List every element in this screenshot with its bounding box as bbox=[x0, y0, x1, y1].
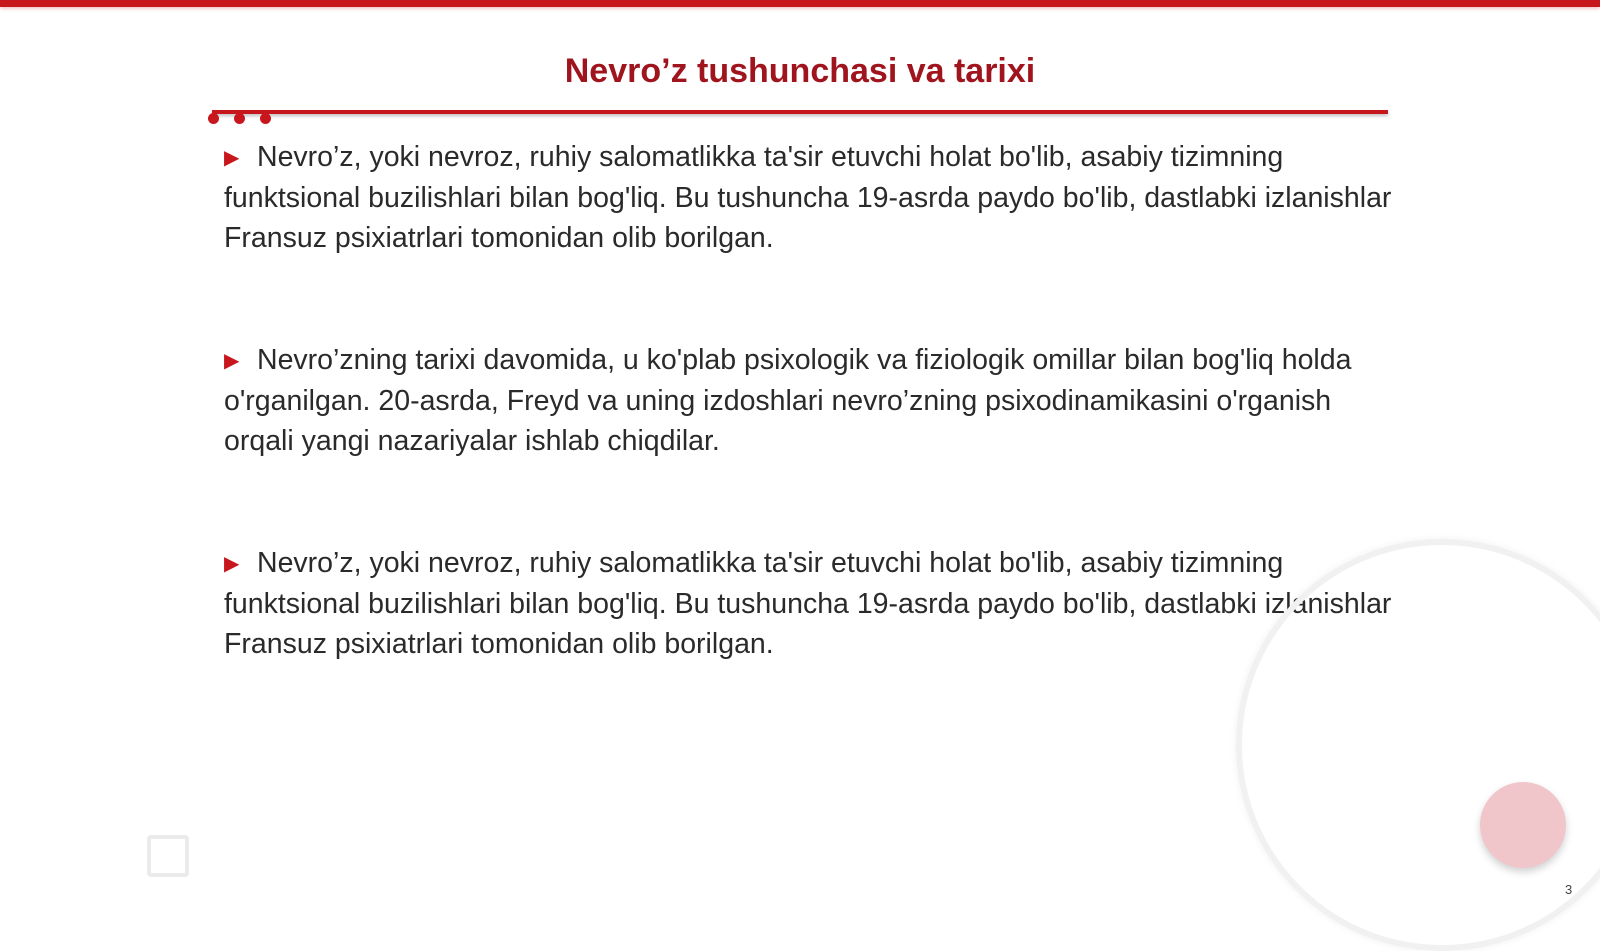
triangle-bullet-icon: ▶ bbox=[224, 147, 240, 169]
top-accent-bar bbox=[0, 0, 1600, 7]
bullet-item bbox=[224, 340, 1392, 461]
slide-title: Nevro’z tushunchasi va tarixi bbox=[564, 52, 1036, 90]
underline-dot bbox=[208, 113, 219, 124]
bullet-list bbox=[224, 137, 1392, 746]
underline-dot bbox=[260, 113, 271, 124]
page-number: 3 bbox=[1565, 882, 1573, 897]
bullet-item bbox=[224, 543, 1392, 664]
title-underline bbox=[212, 110, 1388, 114]
bullet-text: Nevro’zning tarixi davomida, u ko'plab psixologik va fiziologik omillar bilan bog'liq holda o'rganilgan. 20-asrda, Freyd va uning izdoshlari nevro’zning psixodinamikasini o'rganish orqali yangi nazariyalar ishlab chiqdilar. bbox=[224, 344, 1352, 457]
bullet-text: Nevro’z, yoki nevroz, ruhiy salomatlikka ta'sir etuvchi holat bo'lib, asabiy tizimning funktsional buzilishlari bilan bog'liq. Bu tushuncha 19-asrda paydo bo'lib, dastlabki izlanishlar Fransuz psixiatrlari tomonidan olib borilgan. bbox=[224, 547, 1392, 660]
triangle-bullet-icon: ▶ bbox=[224, 350, 240, 372]
decorative-square bbox=[147, 835, 189, 877]
decorative-pink-circle bbox=[1480, 782, 1566, 868]
bullet-text: Nevro’z, yoki nevroz, ruhiy salomatlikka ta'sir etuvchi holat bo'lib, asabiy tizimning funktsional buzilishlari bilan bog'liq. Bu tushuncha 19-asrda paydo bo'lib, dastlabki izlanishlar Fransuz psixiatrlari tomonidan olib borilgan. bbox=[224, 141, 1392, 254]
triangle-bullet-icon: ▶ bbox=[224, 553, 240, 575]
bullet-item bbox=[224, 137, 1392, 258]
underline-dot bbox=[234, 113, 245, 124]
